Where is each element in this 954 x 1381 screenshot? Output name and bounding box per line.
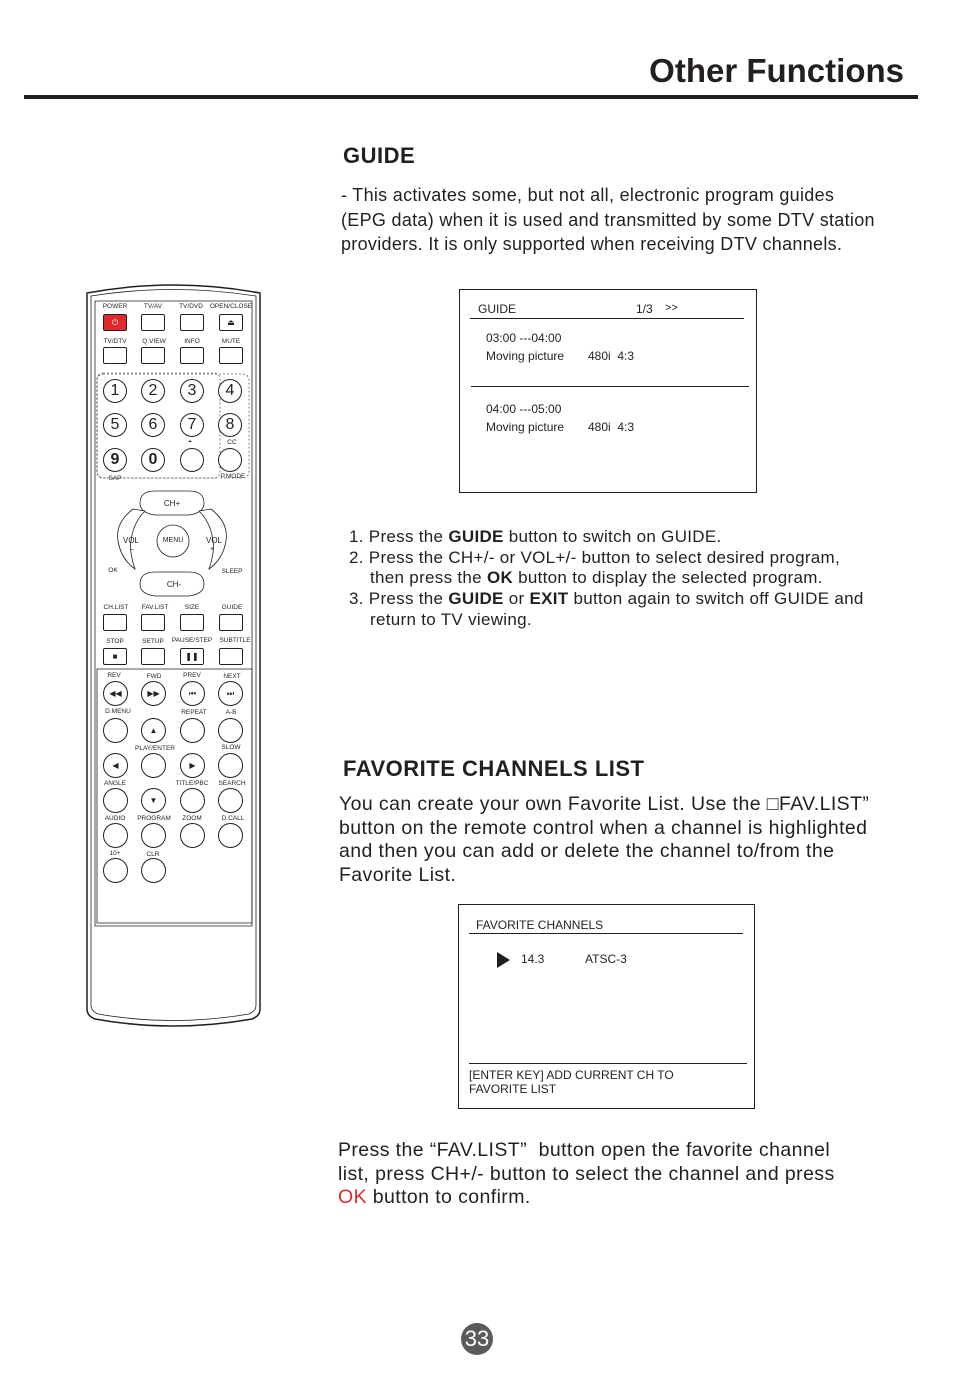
guide-screen-divider (470, 318, 744, 319)
power-icon: ⏻ (111, 317, 119, 327)
guide-screen-next-icon: >> (665, 302, 678, 314)
guide-label: GUIDE (221, 604, 243, 611)
zoom-label: ZOOM (182, 815, 202, 822)
favorites-intro-line: Favorite List. (339, 863, 457, 886)
angle-button (103, 788, 128, 813)
favorites-outro-line: list, press CH+/- button to select the channel and press (338, 1162, 835, 1185)
open-close-button (219, 314, 243, 331)
repeat-button (180, 718, 205, 743)
title-divider (24, 95, 918, 99)
dash-button (180, 448, 204, 472)
tvdvd-button (180, 314, 204, 331)
footer-line: [ENTER KEY] ADD CURRENT CH TO (469, 1068, 674, 1082)
qview-label: Q.VIEW (142, 338, 166, 345)
size-label: SIZE (184, 604, 200, 611)
angle-label: ANGLE (103, 780, 127, 787)
sap-label: SAP (108, 475, 122, 482)
left-arrow-icon: ◀ (112, 760, 119, 770)
remote-control-illustration (85, 281, 262, 1029)
right-arrow-button (180, 753, 205, 778)
ab-label: A-B (225, 709, 237, 716)
guide-steps (349, 527, 864, 631)
outro-text: button to confirm. (366, 1186, 531, 1208)
right-arrow-icon: ▶ (189, 760, 196, 770)
info-button (180, 347, 204, 364)
selection-arrow-icon (497, 952, 510, 968)
favorites-screen (458, 904, 755, 1109)
step-text: or (503, 589, 530, 609)
power-label: POWER (102, 303, 128, 310)
rev-label: REV (107, 672, 121, 679)
search-button (218, 788, 243, 813)
title-pbc-button (180, 788, 205, 813)
cc-button (218, 448, 242, 472)
clr-label: CLR (146, 851, 160, 858)
guide-screen-title: GUIDE (478, 302, 517, 316)
step-text: 3. Press the (349, 589, 449, 609)
next-label: NEXT (223, 673, 241, 680)
title-pbc-label: TITLE/PBC (175, 780, 209, 787)
play-enter-button (141, 753, 166, 778)
vol-minus-label: – (130, 546, 134, 553)
guide-intro-line: providers. It is only supported when receiving DTV channels. (341, 234, 843, 254)
guide-intro-line: (EPG data) when it is used and transmitted by some DTV station (341, 209, 875, 230)
digit-1-button: 1 (103, 379, 127, 403)
favorites-intro-line: You can create your own Favorite List. Use the □FAV.LIST” (339, 793, 870, 815)
ten-plus-button (103, 858, 128, 883)
audio-button (103, 823, 128, 848)
digit-8-button: 8 (218, 413, 242, 437)
favorites-outro-line: Press the “FAV.LIST” button open the favorite channel (338, 1139, 831, 1161)
guide-step-3-cont: return to TV viewing. (370, 609, 532, 629)
fwd-button (141, 681, 166, 706)
chlist-button (103, 614, 127, 631)
guide-entry-time: 04:00 ---05:00 (486, 402, 562, 416)
rewind-icon: ◀◀ (109, 688, 122, 698)
tvdtv-button (103, 347, 127, 364)
vol-plus-label: + (209, 546, 215, 553)
footer-line: FAVORITE LIST (469, 1082, 557, 1096)
stop-icon: ■ (112, 651, 118, 661)
up-arrow-button (141, 718, 166, 743)
favorites-intro-line: and then you can add or delete the channel to/from the (339, 840, 835, 862)
guide-button (219, 614, 243, 631)
favorites-intro-line: button on the remote control when a channel is highlighted (339, 816, 868, 839)
digit-3-button: 3 (180, 379, 204, 403)
subtitle-button (219, 648, 243, 665)
favorite-channel-station: ATSC-3 (585, 952, 627, 966)
ok-key-label: OK (338, 1186, 367, 1208)
stop-label: STOP (106, 638, 124, 645)
ok-key-label: OK (486, 568, 514, 588)
guide-screen (459, 289, 757, 493)
favorites-intro (339, 793, 869, 887)
guide-key-label: GUIDE (448, 527, 504, 546)
power-button (103, 314, 127, 331)
down-arrow-button (141, 788, 166, 813)
open-close-label: OPEN/CLOSE (209, 303, 253, 310)
prev-button (180, 681, 205, 706)
cc-label: CC (227, 439, 237, 446)
menu-label: MENU (162, 537, 184, 544)
guide-step-1 (349, 527, 864, 548)
vol-right-label: VOL (205, 536, 223, 545)
ch-down-label: CH- (166, 580, 182, 589)
favorites-outro (338, 1139, 835, 1210)
favorites-footer-divider (469, 1063, 747, 1064)
favorite-channel-number: 14.3 (521, 952, 545, 966)
digit-5-button: 5 (103, 413, 127, 437)
favorites-screen-footer (469, 1068, 674, 1096)
guide-heading: GUIDE (343, 143, 416, 168)
step-text: 1. Press the (349, 527, 449, 546)
guide-intro-line: - This activates some, but not all, electronic program guides (341, 185, 835, 205)
favorites-screen-title: FAVORITE CHANNELS (476, 918, 604, 932)
favlist-label: FAV.LIST (141, 604, 169, 611)
mute-label: MUTE (221, 338, 241, 345)
guide-step-3 (349, 589, 864, 610)
program-button (141, 823, 166, 848)
digit-9-button: 9 (103, 448, 127, 472)
step-text: button to display the selected program. (513, 568, 823, 588)
size-button (180, 614, 204, 631)
tvav-label: TV/AV (143, 303, 163, 310)
favorites-screen-divider (469, 933, 743, 934)
digit-6-button: 6 (141, 413, 165, 437)
down-arrow-icon: ▼ (149, 795, 158, 805)
sleep-label: SLEEP (221, 568, 243, 575)
guide-step-2-cont (349, 568, 864, 589)
program-label: PROGRAM (137, 815, 171, 822)
next-button (218, 681, 243, 706)
step-text: button again to switch off GUIDE and (568, 589, 864, 609)
audio-label: AUDIO (104, 815, 126, 822)
guide-step-2: 2. Press the CH+/- or VOL+/- button to select desired program, (349, 547, 841, 567)
guide-entry-name: Moving picture (486, 349, 565, 363)
guide-key-label: GUIDE (448, 589, 504, 609)
slow-button (218, 753, 243, 778)
tvav-button (141, 314, 165, 331)
page-title: Other Functions (649, 52, 904, 89)
info-label: INFO (184, 338, 200, 345)
subtitle-label: SUBTITLE (219, 637, 251, 644)
dmenu-label: D.MENU (105, 708, 131, 715)
favorites-heading: FAVORITE CHANNELS LIST (343, 756, 645, 781)
play-enter-label: PLAY/ENTER (135, 745, 175, 752)
guide-screen-page: 1/3 (636, 302, 653, 316)
pause-step-button (180, 648, 204, 665)
ok-label: OK (108, 567, 118, 574)
search-label: SEARCH (218, 780, 246, 787)
vol-left-label: VOL (122, 536, 140, 545)
guide-intro (341, 183, 941, 257)
page-number: 33 (461, 1323, 493, 1355)
repeat-label: REPEAT (181, 709, 207, 716)
tvdtv-label: TV/DTV (103, 338, 127, 345)
favlist-button (141, 614, 165, 631)
ten-plus-label: 10+ (109, 850, 121, 857)
fwd-label: FWD (146, 673, 162, 680)
setup-label: SETUP (142, 638, 164, 645)
chlist-label: CH.LIST (103, 604, 129, 611)
digit-2-button: 2 (141, 379, 165, 403)
step-text: button to switch on GUIDE. (503, 527, 722, 546)
ab-button (218, 718, 243, 743)
dash-label: - (188, 435, 192, 447)
slow-label: SLOW (221, 744, 241, 751)
dcall-label: D.CALL (221, 815, 245, 822)
left-arrow-button (103, 753, 128, 778)
fast-forward-icon: ▶▶ (147, 688, 160, 698)
qview-button (141, 347, 165, 364)
mute-button (219, 347, 243, 364)
guide-entry-time: 03:00 ---04:00 (486, 331, 562, 345)
prev-label: PREV (183, 672, 201, 679)
ch-up-label: CH+ (163, 499, 181, 508)
clr-button (141, 858, 166, 883)
guide-entry-divider (471, 386, 749, 387)
skip-forward-icon: ⏭ (226, 688, 235, 698)
pause-icon: ❚❚ (185, 651, 199, 661)
zoom-button (180, 823, 205, 848)
eject-icon: ⏏ (227, 317, 235, 327)
favorites-outro-line (338, 1186, 835, 1210)
digit-7-button: 7 (180, 413, 204, 437)
setup-button (141, 648, 165, 665)
digit-4-button: 4 (218, 379, 242, 403)
dcall-button (218, 823, 243, 848)
digit-0-button: 0 (141, 448, 165, 472)
guide-entry-format: 480i 4:3 (588, 420, 635, 434)
guide-entry-name: Moving picture (486, 420, 565, 434)
guide-entry-format: 480i 4:3 (588, 349, 635, 363)
skip-back-icon: ⏮ (188, 688, 197, 698)
tvdvd-label: TV/DVD (179, 303, 203, 310)
exit-key-label: EXIT (529, 589, 569, 609)
stop-button (103, 648, 127, 665)
rev-button (103, 681, 128, 706)
step-text: then press the (370, 568, 487, 588)
pause-step-label: PAUSE/STEP (171, 637, 213, 644)
up-arrow-icon: ▲ (149, 725, 158, 735)
dmenu-button (103, 718, 128, 743)
pmode-label: P.MODE (220, 473, 246, 480)
